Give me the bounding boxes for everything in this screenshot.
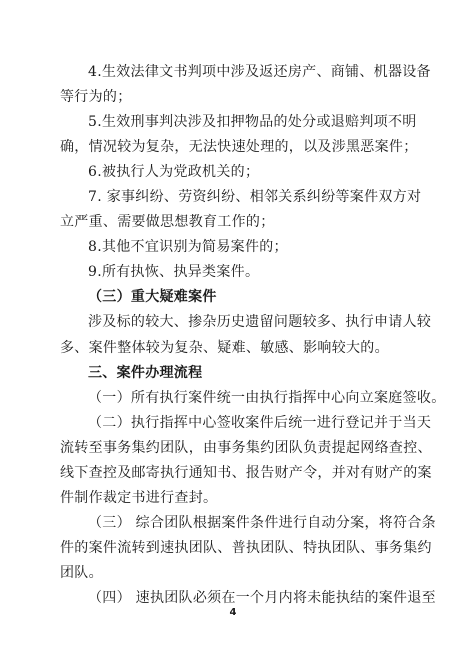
process-1-line: （一）所有执行案件统一由执行指挥中心向立案庭签收。 — [88, 390, 446, 406]
process-2-line-2: 流转至事务集约团队，由事务集约团队负责提起网络查控、 — [60, 440, 432, 456]
process-2-line-4: 件制作裁定书进行查封。 — [60, 490, 218, 506]
process-3-line-2: 件的案件流转到速执团队、普执团队、特执团队、事务集约 — [60, 540, 432, 556]
item-4-line-2: 等行为的； — [60, 89, 132, 105]
page-number: 4 — [229, 607, 237, 618]
item-8-line: 8.其他不宜识别为简易案件的； — [88, 239, 288, 255]
item-9-line: 9.所有执恢、执异类案件。 — [88, 264, 260, 280]
section-heading-case-process: 三、案件办理流程 — [88, 365, 203, 381]
process-2-line-3: 线下查控及邮寄执行通知书、报告财产令，并对有财产的案 — [60, 465, 432, 481]
item-5-line-1: 5.生效刑事判决涉及扣押物品的处分或退赔判项不明 — [88, 114, 417, 130]
process-3-line-3: 团队。 — [60, 565, 103, 581]
item-6-line: 6.被执行人为党政机关的； — [88, 164, 260, 180]
major-cases-line-2: 多、案件整体较为复杂、疑难、敏感、影响较大的。 — [60, 340, 389, 356]
item-7-line-1: 7. 家事纠纷、劳资纠纷、相邻关系纠纷等案件双方对 — [88, 189, 422, 205]
process-4-line-1: （四） 速执团队必须在一个月内将未能执结的案件退至 — [88, 590, 436, 606]
process-2-line-1: （二）执行指挥中心签收案件后统一进行登记并于当天 — [88, 415, 432, 431]
section-heading-major-cases: （三）重大疑难案件 — [88, 289, 217, 305]
process-3-line-1: （三） 综合团队根据案件条件进行自动分案，将符合条 — [88, 515, 436, 531]
item-4-line-1: 4.生效法律文书判项中涉及返还房产、商铺、机器设备 — [88, 64, 431, 80]
item-5-line-2: 确，情况较为复杂，无法快速处理的，以及涉黑恶案件； — [60, 139, 418, 155]
major-cases-line-1: 涉及标的较大、掺杂历史遗留问题较多、执行申请人较 — [88, 314, 432, 330]
item-7-line-2: 立严重、需要做思想教育工作的； — [60, 214, 275, 230]
